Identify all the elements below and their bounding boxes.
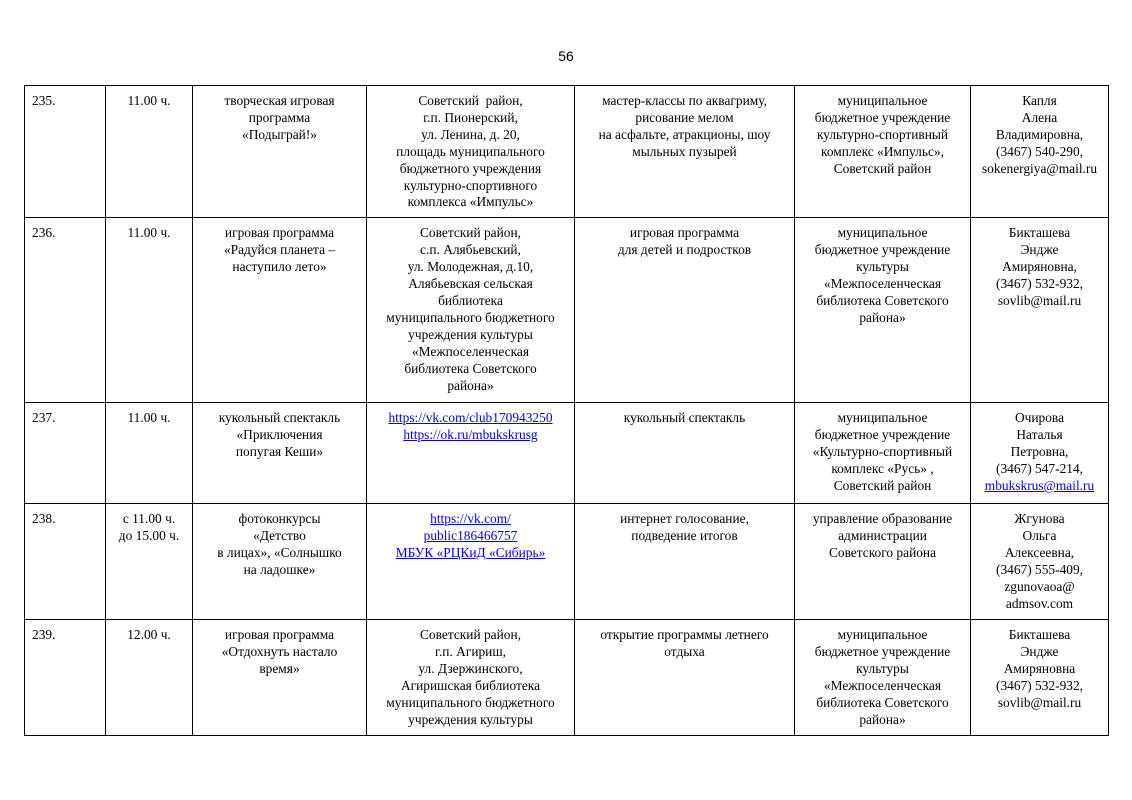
event-contact: Капля Алена Владимировна, (3467) 540-290, sokenergiya@mail.ru: [971, 86, 1109, 218]
event-contact: Жгунова Ольга Алексеевна, (3467) 555-409, zgunovaoa@ admsov.com: [971, 504, 1109, 620]
event-number: 235.: [25, 86, 106, 218]
table-row: [25, 218, 1109, 403]
page-number: 56: [558, 48, 574, 64]
event-place: [367, 403, 575, 504]
event-number: 237.: [25, 403, 106, 504]
event-title: кукольный спектакль «Приключения попугая Кеши»: [193, 403, 367, 504]
table-row: [25, 504, 1109, 620]
event-contact: Бикташева Эндже Амиряновна (3467) 532-932, sovlib@mail.ru: [971, 620, 1109, 736]
event-place: Советский район, с.п. Алябьевский, ул. Молодежная, д.10, Алябьевская сельская библиотека муниципального бюджетного учреждения культуры «Межпоселенческая библиотека Советского района»: [367, 218, 575, 403]
table-row: [25, 403, 1109, 504]
event-description: мастер-классы по аквагриму, рисование мелом на асфальте, атракционы, шоу мыльных пузырей: [575, 86, 795, 218]
vk-public-link[interactable]: https://vk.com/: [430, 511, 511, 527]
ok-link[interactable]: https://ok.ru/mbukskrusg: [403, 427, 538, 443]
event-organizer: муниципальное бюджетное учреждение культурно-спортивный комплекс «Импульс», Советский район: [795, 86, 971, 218]
event-time: с 11.00 ч. до 15.00 ч.: [106, 504, 193, 620]
event-contact: Бикташева Эндже Амиряновна, (3467) 532-932, sovlib@mail.ru: [971, 218, 1109, 403]
vk-link[interactable]: https://vk.com/club170943250: [388, 410, 553, 426]
event-number: 236.: [25, 218, 106, 403]
event-organizer: муниципальное бюджетное учреждение «Культурно-спортивный комплекс «Русь» , Советский район: [795, 403, 971, 504]
event-contact: Очирова Наталья Петровна, (3467) 547-214, mbukskrus@mail.ru: [971, 403, 1109, 504]
event-place: Советский район, г.п. Агириш, ул. Дзержинского, Агиришская библиотека муниципального бюджетного учреждения культуры: [367, 620, 575, 736]
table-row: [25, 620, 1109, 736]
event-time: 11.00 ч.: [106, 86, 193, 218]
event-organizer: муниципальное бюджетное учреждение культуры «Межпоселенческая библиотека Советского района»: [795, 218, 971, 403]
event-place: Советский район, г.п. Пионерский, ул. Ленина, д. 20, площадь муниципального бюджетного учреждения культурно-спортивного комплекса «Импульс»: [367, 86, 575, 218]
event-description: кукольный спектакль: [575, 403, 795, 504]
events-table: [24, 85, 1109, 736]
table-row: [25, 86, 1109, 218]
event-place: [367, 504, 575, 620]
event-title: фотоконкурсы «Детство в лицах», «Солнышко на ладошке»: [193, 504, 367, 620]
event-description: интернет голосование, подведение итогов: [575, 504, 795, 620]
event-description: открытие программы летнего отдыха: [575, 620, 795, 736]
event-description: игровая программа для детей и подростков: [575, 218, 795, 403]
event-title: творческая игровая программа «Подыграй!»: [193, 86, 367, 218]
event-time: 12.00 ч.: [106, 620, 193, 736]
vk-public-link-id[interactable]: public186466757: [423, 528, 518, 544]
event-title: игровая программа «Радуйся планета – наступило лето»: [193, 218, 367, 403]
event-number: 238.: [25, 504, 106, 620]
event-time: 11.00 ч.: [106, 403, 193, 504]
email-link[interactable]: mbukskrus@mail.ru: [984, 477, 1095, 493]
event-organizer: муниципальное бюджетное учреждение культуры «Межпоселенческая библиотека Советского района»: [795, 620, 971, 736]
event-title: игровая программа «Отдохнуть настало время»: [193, 620, 367, 736]
organization-link[interactable]: МБУК «РЦКиД «Сибирь»: [395, 545, 546, 561]
event-time: 11.00 ч.: [106, 218, 193, 403]
event-organizer: управление образование администрации Советского района: [795, 504, 971, 620]
event-number: 239.: [25, 620, 106, 736]
